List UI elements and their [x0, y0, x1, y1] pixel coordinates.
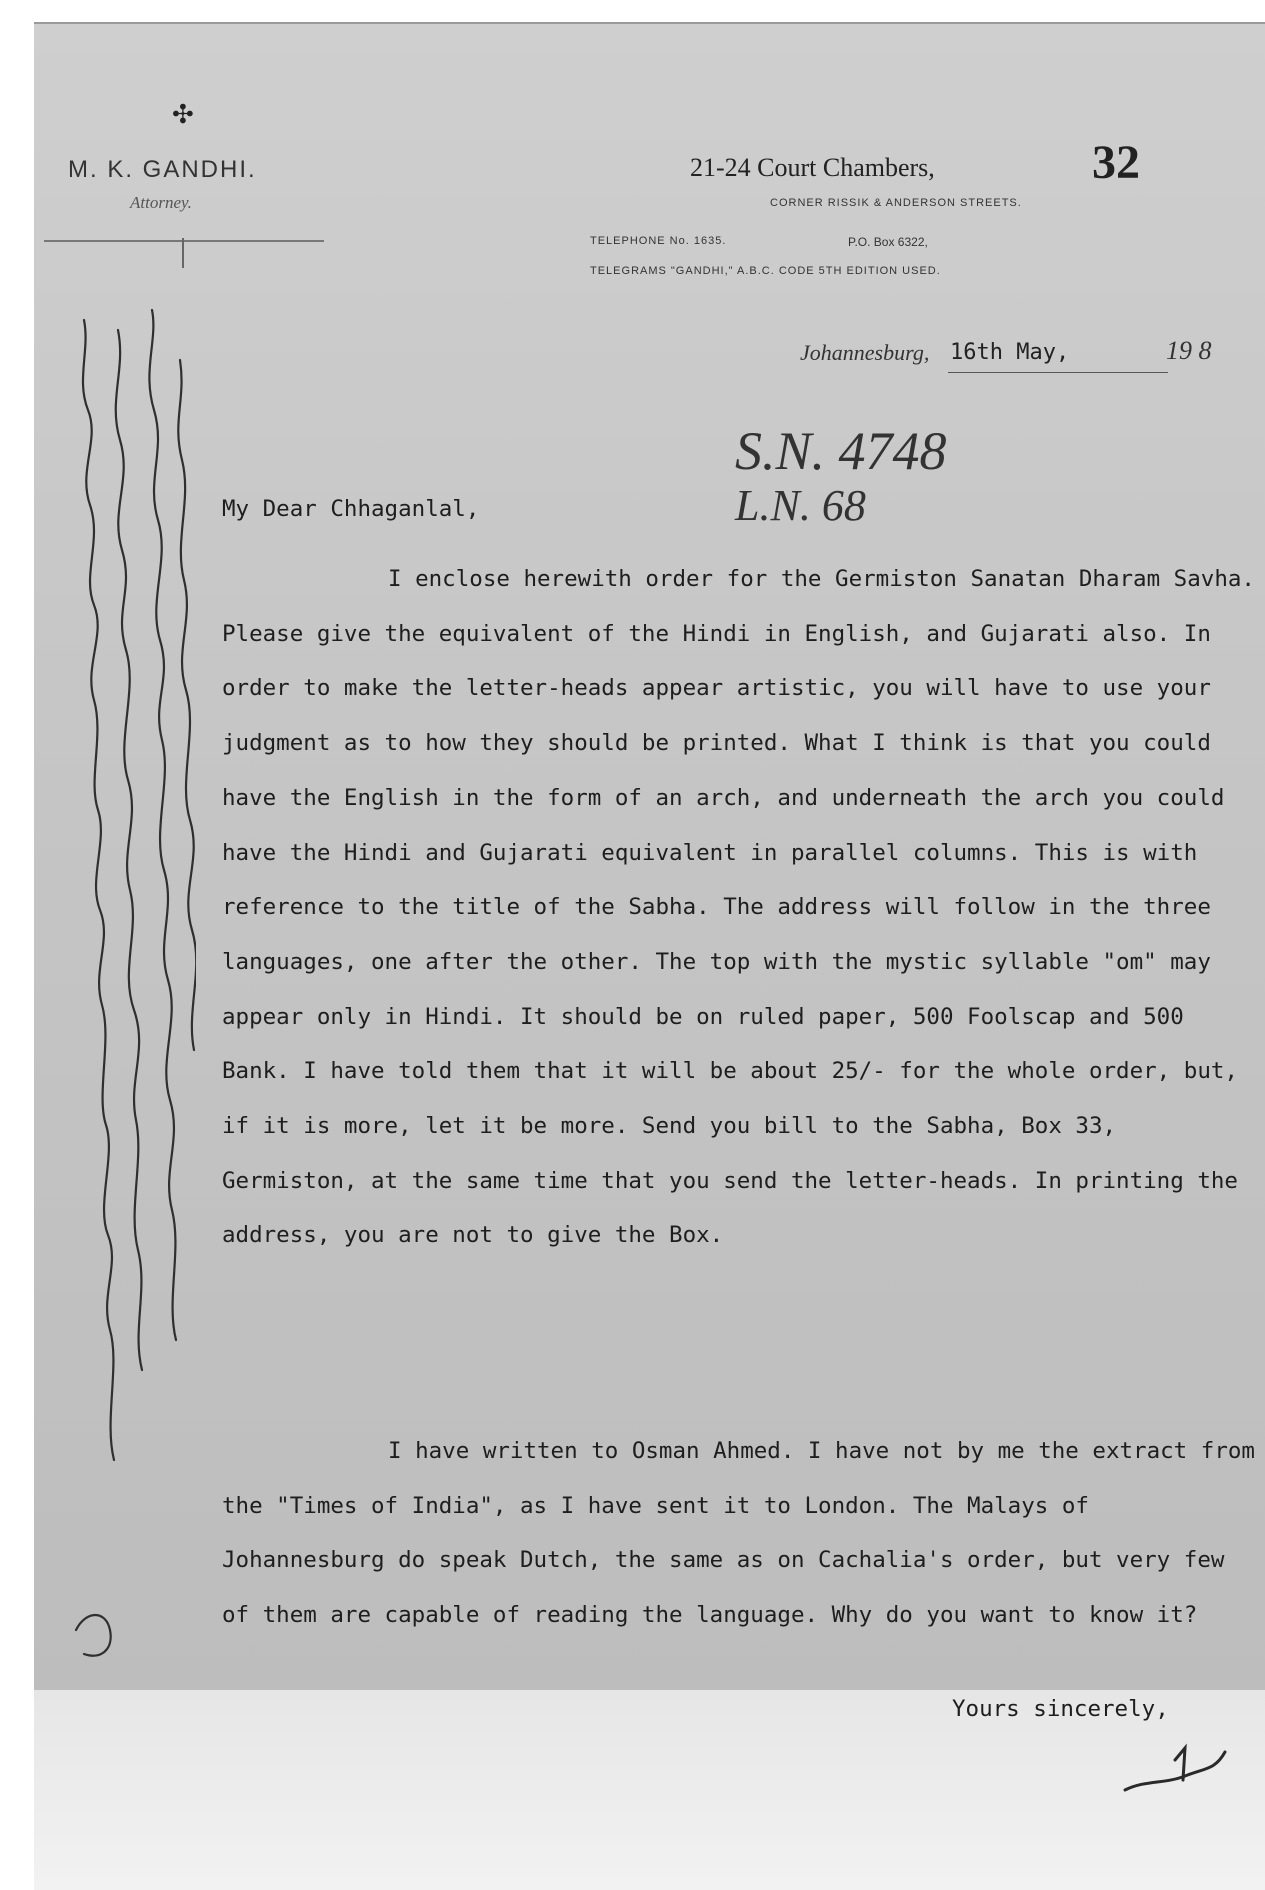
- dateline-rule: [948, 372, 1168, 373]
- handwritten-annotation-1: S.N. 4748: [735, 421, 947, 481]
- dateline-place: Johannesburg,: [800, 340, 930, 365]
- paragraph-2: I have written to Osman Ahmed. I have not by me the extract from the "Times of India", as I have sent it to London. The Malays of Johannesburg do speak Dutch, the same as on Cachalia's order, but very few of them are capable of reading the language. Why do you want to know it?: [222, 1438, 1255, 1629]
- dateline-date: 16th May,: [950, 340, 1070, 365]
- letterhead-po-box: P.O. Box 6322,: [848, 235, 928, 249]
- page-number: 32: [1092, 136, 1140, 189]
- letterhead-rule-vertical: [182, 238, 184, 268]
- handwritten-annotation-2: L.N. 68: [735, 481, 866, 530]
- letterhead-telephone: TELEPHONE No. 1635.: [590, 235, 727, 247]
- signature-initials: [1115, 1740, 1235, 1810]
- letterhead-corner: CORNER RISSIK & ANDERSON STREETS.: [770, 197, 1022, 209]
- closing: Yours sincerely,: [952, 1696, 1169, 1722]
- letterhead-rule: [44, 240, 324, 242]
- salutation: My Dear Chhaganlal,: [222, 496, 480, 522]
- dateline-year: 19 8: [1166, 336, 1212, 365]
- letterhead-emblem: ✣: [172, 100, 194, 130]
- letterhead-name: M. K. GANDHI.: [68, 156, 257, 183]
- letterhead-telegrams: TELEGRAMS "GANDHI," A.B.C. CODE 5TH EDITION USED.: [590, 265, 941, 277]
- handwritten-margin-note: [56, 300, 196, 1690]
- letterhead-address: 21-24 Court Chambers,: [690, 153, 935, 182]
- paragraph-1: I enclose herewith order for the Germiston Sanatan Dharam Savha. Please give the equivalent of the Hindi in English, and Gujarati also. In order to make the letter-heads appear artistic, you will have to use your judgment as to how they should be printed. What I think is that you could have the English in the form of an arch, and underneath the arch you could have the Hindi and Gujarati equivalent in parallel columns. This is with reference to the title of the Sabha. The address will follow in the three languages, one after the other. The top with the mystic syllable "om" may appear only in Hindi. It should be on ruled paper, 500 Foolscap and 500 Bank. I have told them that it will be about 25/- for the whole order, but, if it is more, let it be more. Send you bill to the Sabha, Box 33, Germiston, at the same time that you send the letter-heads. In printing the address, you are not to give the Box.: [222, 566, 1255, 1249]
- letterhead-profession: Attorney.: [130, 193, 192, 212]
